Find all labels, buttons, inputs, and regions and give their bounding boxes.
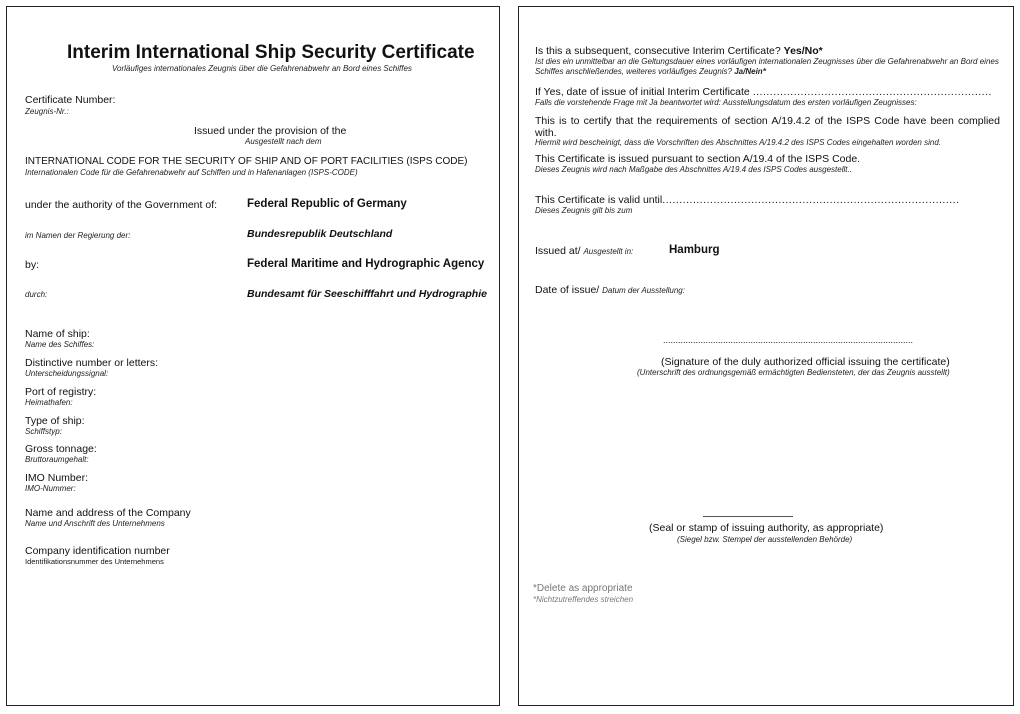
- initial-date-question-text: If Yes, date of issue of initial Interim Certificate: [535, 86, 750, 98]
- subsequent-question-answer: Yes/No*: [783, 45, 823, 57]
- certificate-back-page: [518, 6, 1014, 706]
- ship-name-label: Name of ship:: [25, 328, 90, 340]
- signature-caption-de: (Unterschrift des ordnungsgemäß ermächtigten Bediensteten, der das Zeugnis ausstellt): [637, 368, 950, 377]
- gross-tonnage-label-de: Bruttoraumgehalt:: [25, 455, 89, 464]
- signature-caption: (Signature of the duly authorized official issuing the certificate): [661, 356, 950, 368]
- type-of-ship-label: Type of ship:: [25, 415, 85, 427]
- signature-line: ....................................................................................................: [663, 335, 914, 345]
- subsequent-question-text: Is this a subsequent, consecutive Interim Certificate?: [535, 45, 781, 57]
- subsequent-question-de-answer: Ja/Nein*: [734, 67, 766, 76]
- initial-date-question: [535, 86, 992, 98]
- delete-note: *Delete as appropriate: [533, 583, 633, 594]
- issued-at-value: Hamburg: [669, 244, 720, 256]
- port-of-registry-label-de: Heimathafen:: [25, 398, 73, 407]
- authority-label: under the authority of the Government of:: [25, 199, 218, 211]
- subsequent-question: [535, 45, 823, 57]
- pursuant-statement-de: Dieses Zeugnis wird nach Maßgabe des Abschnittes A/19.4 des ISPS Codes ausgestellt..: [535, 165, 852, 174]
- validity-label-text: This Certificate is valid until: [535, 194, 663, 206]
- initial-date-dots: ......................................................................: [752, 86, 992, 98]
- subsequent-question-de: [535, 57, 1005, 77]
- by-value-de: Bundesamt für Seeschifffahrt und Hydrographie: [247, 288, 487, 300]
- date-of-issue-label-en: Date of issue/: [535, 284, 600, 296]
- validity-label: [535, 194, 960, 206]
- subsequent-question-de-text: Ist dies ein unmittelbar an die Geltungsdauer eines vorläufigen internationalen Zeugnisses über die Gefahrenabwehr an Bord eines Schiffes anschließendes, weiteres vorläufiges Zeugnis?: [535, 57, 999, 76]
- by-label: by:: [25, 259, 40, 271]
- port-of-registry-label: Port of registry:: [25, 386, 97, 398]
- company-name-label-de: Name und Anschrift des Unternehmens: [25, 519, 165, 528]
- certify-statement: This is to certify that the requirements of section A/19.4.2 of the ISPS Code have been complied with.: [535, 115, 1000, 139]
- seal-line: [703, 516, 793, 517]
- distinctive-number-label: Distinctive number or letters:: [25, 357, 159, 369]
- date-of-issue-label-de: Datum der Ausstellung:: [602, 286, 685, 295]
- ship-name-label-de: Name des Schiffes:: [25, 340, 95, 349]
- validity-label-de: Dieses Zeugnis gilt bis zum: [535, 206, 633, 215]
- type-of-ship-label-de: Schiffstyp:: [25, 427, 62, 436]
- seal-caption: (Seal or stamp of issuing authority, as appropriate): [649, 522, 884, 534]
- gross-tonnage-label: Gross tonnage:: [25, 443, 97, 455]
- by-value: Federal Maritime and Hydrographic Agency: [247, 258, 485, 270]
- company-id-label-de: Identifikationsnummer des Unternehmens: [25, 557, 164, 566]
- distinctive-number-label-de: Unterscheidungssignal:: [25, 369, 109, 378]
- validity-dots: .......................................................................................: [662, 194, 960, 206]
- isps-code-title-de: Internationalen Code für die Gefahrenabwehr auf Schiffen und in Hafenanlagen (ISPS-CODE): [25, 168, 358, 177]
- date-of-issue-label: [535, 284, 685, 296]
- cert-number-label: Certificate Number:: [25, 94, 116, 106]
- isps-code-title: INTERNATIONAL CODE FOR THE SECURITY OF SHIP AND OF PORT FACILITIES (ISPS CODE): [25, 156, 468, 167]
- delete-note-de: *Nichtzutreffendes streichen: [533, 595, 634, 604]
- issued-at-label: [535, 245, 633, 257]
- certify-statement-de: Hiermit wird bescheinigt, dass die Vorschriften des Abschnittes A/19.4.2 des ISPS Codes eingehalten worden sind.: [535, 138, 941, 147]
- certificate-title-de: Vorläufiges internationales Zeugnis über die Gefahrenabwehr an Bord eines Schiffes: [112, 64, 412, 73]
- authority-value-de: Bundesrepublik Deutschland: [247, 228, 393, 240]
- provision-text-de: Ausgestellt nach dem: [245, 137, 322, 146]
- pursuant-statement: This Certificate is issued pursuant to section A/19.4 of the ISPS Code.: [535, 153, 861, 165]
- by-label-de: durch:: [25, 290, 48, 299]
- authority-value: Federal Republic of Germany: [247, 198, 407, 210]
- cert-number-label-de: Zeugnis-Nr.:: [25, 107, 69, 116]
- provision-text: Issued under the provision of the: [194, 125, 347, 137]
- authority-label-de: im Namen der Regierung der:: [25, 231, 131, 240]
- certificate-title: Interim International Ship Security Certificate: [67, 42, 475, 63]
- initial-date-question-de: Falls die vorstehende Frage mit Ja beantwortet wird: Ausstellungsdatum des ersten vorläufigen Zeugnisses:: [535, 98, 917, 107]
- imo-number-label-de: IMO-Nummer:: [25, 484, 76, 493]
- issued-at-label-de: Ausgestellt in:: [583, 247, 634, 256]
- company-name-label: Name and address of the Company: [25, 507, 191, 519]
- certificate-front-page: [6, 6, 500, 706]
- company-id-label: Company identification number: [25, 545, 170, 557]
- issued-at-label-en: Issued at/: [535, 245, 581, 257]
- seal-caption-de: (Siegel bzw. Stempel der ausstellenden Behörde): [677, 535, 853, 544]
- imo-number-label: IMO Number:: [25, 472, 89, 484]
